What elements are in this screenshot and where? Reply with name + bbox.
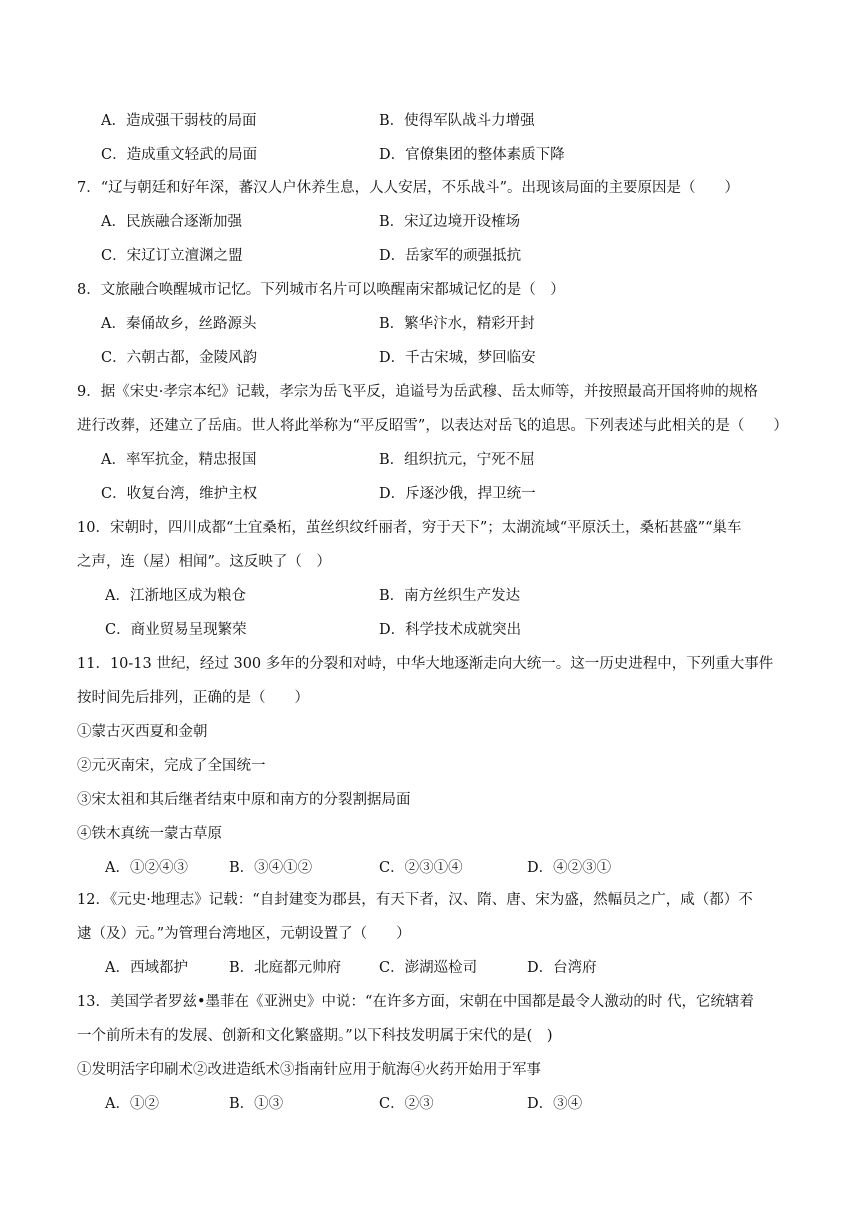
q10-option-c[interactable]: C．商业贸易呈现繁荣 <box>105 622 247 638</box>
q7-option-c[interactable]: C．宋辽订立澶渊之盟 <box>101 248 243 264</box>
q11-option-a[interactable]: A．①②④③ <box>105 860 188 876</box>
q8-option-c[interactable]: C．六朝古都，金陵风韵 <box>101 350 258 366</box>
q8-option-a[interactable]: A．秦俑故乡，丝路源头 <box>101 316 257 332</box>
q10-option-d[interactable]: D．科学技术成就突出 <box>379 622 522 638</box>
q7-option-a[interactable]: A．民族融合逐渐加强 <box>101 214 242 230</box>
q13-option-b[interactable]: B．①③ <box>229 1096 284 1112</box>
q11-option-b[interactable]: B．③④①② <box>229 860 313 876</box>
q12-option-a[interactable]: A．西域都护 <box>105 960 188 976</box>
q12-option-d[interactable]: D．台湾府 <box>527 960 597 976</box>
q11-option-d[interactable]: D．④②③① <box>527 860 612 876</box>
q7-option-d[interactable]: D．岳家军的顽强抵抗 <box>379 248 522 264</box>
q9-option-c[interactable]: C．收复台湾，维护主权 <box>101 486 258 502</box>
q8-option-b[interactable]: B．繁华汴水，精彩开封 <box>379 316 535 332</box>
q11-option-c[interactable]: C．②③①④ <box>379 860 463 876</box>
q6-option-a[interactable]: A．造成强干弱枝的局面 <box>101 113 257 129</box>
q12-option-b[interactable]: B．北庭都元帅府 <box>229 960 342 976</box>
q10-option-a[interactable]: A．江浙地区成为粮仓 <box>105 588 246 604</box>
q7-option-b[interactable]: B．宋辽边境开设榷场 <box>379 214 521 230</box>
q9-option-b[interactable]: B．组织抗元，宁死不屈 <box>379 452 535 468</box>
q9-option-a[interactable]: A．率军抗金，精忠报国 <box>101 452 257 468</box>
q6-option-d[interactable]: D．官僚集团的整体素质下降 <box>379 147 565 163</box>
q6-option-c[interactable]: C．造成重文轻武的局面 <box>101 147 258 163</box>
q13-option-c[interactable]: C．②③ <box>379 1096 434 1112</box>
q10-option-b[interactable]: B．南方丝织生产发达 <box>379 588 521 604</box>
q12-option-c[interactable]: C．澎湖巡检司 <box>379 960 478 976</box>
q13-option-d[interactable]: D．③④ <box>527 1096 583 1112</box>
q8-option-d[interactable]: D．千古宋城，梦回临安 <box>379 350 536 366</box>
q9-option-d[interactable]: D．斥逐沙俄，捍卫统一 <box>379 486 536 502</box>
q13-option-a[interactable]: A．①② <box>105 1096 159 1112</box>
q6-option-b[interactable]: B．使得军队战斗力增强 <box>379 113 535 129</box>
